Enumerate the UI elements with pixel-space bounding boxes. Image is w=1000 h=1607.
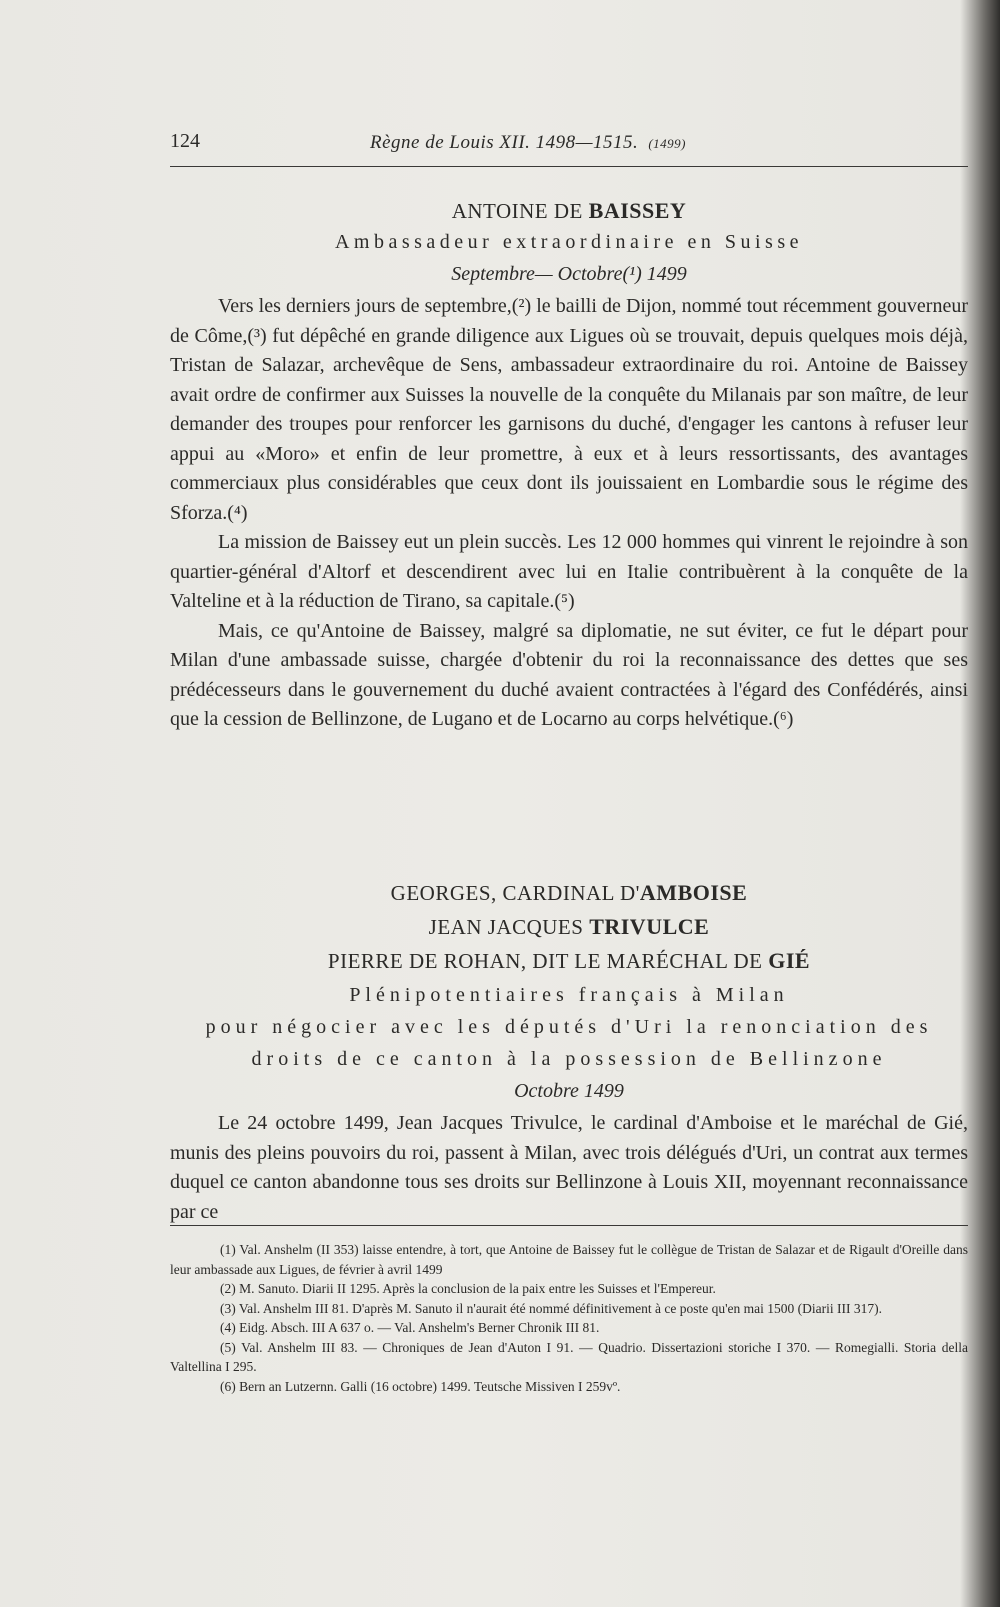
section-baissey: [170, 196, 968, 735]
running-title-text: Règne de Louis XII. 1498—1515.: [370, 132, 639, 153]
role-line: Plénipotentiaires français à Milan: [349, 984, 789, 1006]
paragraph: Le 24 octobre 1499, Jean Jacques Trivulce, le cardinal d'Amboise et le maréchal de Gié, munis des pleins pouvoirs du roi, passent à Milan, avec trois délégués d'Uri, un contrat aux termes duquel ce canton abandonne tous ses droits sur Bellinzone à Louis XII, moyennant reconnaissance par ce: [170, 1112, 968, 1223]
footnote-rule: [170, 1225, 968, 1226]
section-role: Ambassadeur extraordinaire en Suisse: [334, 231, 803, 253]
section-date: Septembre— Octobre(¹) 1499: [451, 263, 687, 285]
person-heading: [170, 910, 968, 944]
paragraph: Vers les derniers jours de septembre,(²) le bailli de Dijon, nommé tout récemment gouverneur de Côme,(³) fut dépêché en grande diligence aux Ligues où se trouvait, depuis quelques mois déjà, Tristan de Salazar, archevêque de Sens, ambassadeur extraordinaire du roi. Antoine de Baissey avait ordre de confirmer aux Suisses la nouvelle de la conquête du Milanais par son maître, de leur demander des troupes pour renforcer les garnisons du duché, d'engager les cantons à refuser leur appui au «Moro» et enfin de leur promettre, à eux et à leurs ressortissants, des avantages commerciaux plus considérables que ceux dont ils jouissaient en Lombardie sous le régime des Sforza.(⁴): [170, 295, 968, 524]
header-rule: [170, 166, 968, 167]
section-body: [170, 292, 968, 735]
footnote: (5) Val. Anshelm III 83. — Chroniques de Jean d'Auton I 91. — Quadrio. Dissertazioni storiche I 370. — Romegialli. Storia della Valtellina I 295.: [170, 1339, 968, 1374]
footnote: (2) M. Sanuto. Diarii II 1295. Après la conclusion de la paix entre les Suisses et l'Empereur.: [220, 1281, 716, 1296]
section-heading: [170, 196, 968, 226]
person-name-plain: PIERRE DE ROHAN, DIT LE MARÉCHAL DE: [327, 949, 769, 973]
paragraph: Mais, ce qu'Antoine de Baissey, malgré sa diplomatie, ne sut éviter, ce fut le départ pour Milan d'une ambassade suisse, chargée d'obtenir du roi la reconnaissance des dettes que ses prédécesseurs dans le gouvernement du duché avaient contractées à l'égard des Confédérés, ainsi que la cession de Bellinzone, de Lugano et de Locarno au corps helvétique.(⁶): [170, 619, 968, 730]
footnote: (3) Val. Anshelm III 81. D'après M. Sanuto il n'aurait été nommé définitivement à ce poste qu'en mai 1500 (Diarii III 317).: [220, 1300, 883, 1316]
footnote: (4) Eidg. Absch. III A 637 o. — Val. Anshelm's Berner Chronik III 81.: [220, 1320, 600, 1335]
heading-name-plain: ANTOINE DE: [451, 199, 589, 223]
section-body: [170, 1109, 968, 1227]
person-heading: [170, 876, 968, 910]
page-number: 124: [170, 130, 200, 152]
footnote: (1) Val. Anshelm (II 353) laisse entendre, à tort, que Antoine de Baissey fut le collègue de Tristan de Salazar et de Rigault d'Oreille dans leur ambassade aux Ligues, de février à avril 1499: [170, 1242, 968, 1277]
person-name-bold: AMBOISE: [639, 880, 748, 905]
role-line: pour négocier avec les députés d'Uri la renonciation des droits de ce canton à la possession de Bellinzone: [205, 1016, 933, 1070]
paragraph: La mission de Baissey eut un plein succès. Les 12 000 hommes qui vinrent le rejoindre à son quartier-général d'Altorf et descendirent avec lui en Italie contribuèrent à la conquête de la Valteline et à la réduction de Tirano, sa capitale.(⁵): [170, 531, 968, 612]
person-name-bold: TRIVULCE: [589, 914, 710, 939]
running-title: [370, 132, 686, 154]
heading-name-bold: BAISSEY: [588, 198, 687, 223]
person-heading: [170, 944, 968, 978]
section-plenipotentiaries: [170, 876, 968, 1227]
person-name-bold: GIÉ: [768, 948, 811, 973]
footnotes: [170, 1240, 968, 1396]
section-date: Octobre 1499: [514, 1080, 624, 1102]
footnote: (6) Bern an Lutzernn. Galli (16 octobre) 1499. Teutsche Missiven I 259vº.: [220, 1378, 621, 1394]
person-name-plain: JEAN JACQUES: [428, 915, 590, 939]
person-name-plain: GEORGES, CARDINAL D': [390, 881, 640, 905]
running-head: [170, 130, 970, 160]
running-year: (1499): [648, 136, 686, 151]
section-role: [170, 979, 968, 1075]
